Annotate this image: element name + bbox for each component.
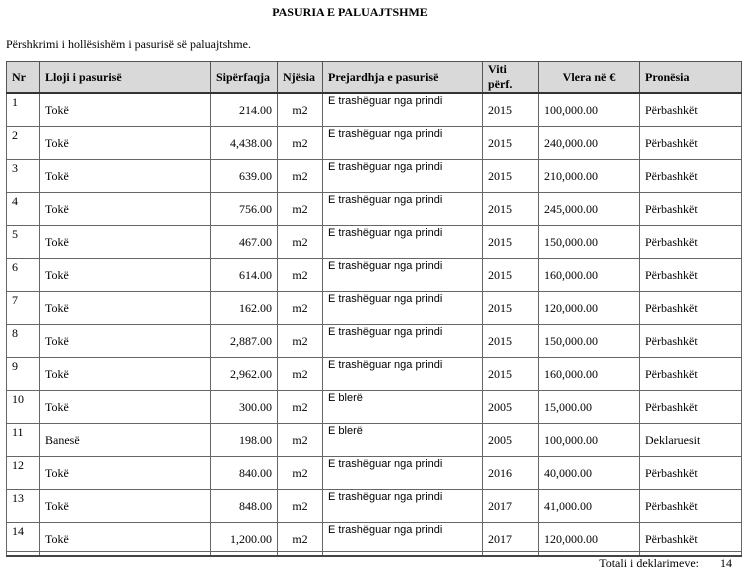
table-row [7,424,742,457]
cell-nr [7,259,40,292]
cell-area [211,424,278,457]
cell-year [483,457,539,490]
cell-year-text: 2015 [488,301,512,315]
cell-type [40,457,211,490]
cell-area-text: 840.00 [239,466,272,480]
column-header-unit: Njësia [278,62,323,94]
cell-area-text: 2,887.00 [230,334,272,348]
cell-origin [323,457,483,490]
cell-year [483,259,539,292]
cell-year-text: 2015 [488,235,512,249]
column-header-type: Lloji i pasurisë [40,62,211,94]
cell-year [483,193,539,226]
cell-origin [323,292,483,325]
cell-unit [278,127,323,160]
column-header-nr: Nr [7,62,40,94]
cell-area-text: 2,962.00 [230,367,272,381]
cell-unit [278,457,323,490]
cell-unit-text: m2 [292,499,308,513]
cell-ownership-text: Përbashkët [645,400,698,414]
cell-year [483,160,539,193]
cell-ownership-text: Përbashkët [645,103,698,117]
cell-year [483,391,539,424]
cell-area-text: 614.00 [239,268,272,282]
cell-origin [323,160,483,193]
cell-value [539,193,640,226]
cell-nr [7,424,40,457]
cell-year [483,424,539,457]
cell-origin-text: E trashëguar nga prindi [328,194,443,206]
cell-area [211,391,278,424]
cell-type-text: Tokë [45,202,69,216]
cell-origin [323,93,483,127]
cell-year-text: 2015 [488,169,512,183]
cell-ownership [640,193,742,226]
cell-value [539,457,640,490]
cell-nr [7,325,40,358]
cell-value [539,391,640,424]
cell-year-text: 2017 [488,532,512,546]
table-row [7,93,742,127]
cell-origin-text: E trashëguar nga prindi [328,128,443,140]
cell-type [40,424,211,457]
table-row [7,259,742,292]
cell-unit-text: m2 [292,334,308,348]
cell-value [539,292,640,325]
cell-unit-text: m2 [292,433,308,447]
cell-ownership [640,259,742,292]
cell-unit [278,424,323,457]
cell-origin-text: E blerë [328,392,363,404]
cell-ownership-text: Përbashkët [645,367,698,381]
cell-ownership-text: Përbashkët [645,532,698,546]
cell-type [40,391,211,424]
cell-year [483,490,539,523]
column-header-origin: Prejardhja e pasurisë [323,62,483,94]
cell-ownership-text: Përbashkët [645,235,698,249]
cell-type-text: Tokë [45,466,69,480]
cell-year [483,127,539,160]
cell-year-text: 2005 [488,400,512,414]
cell-ownership-text: Deklaruesit [645,433,701,447]
column-header-area: Sipërfaqja [211,62,278,94]
cell-value [539,127,640,160]
cell-area-text: 162.00 [239,301,272,315]
cell-nr-text: 9 [12,359,18,373]
cell-ownership [640,93,742,127]
cell-value-text: 15,000.00 [544,400,592,414]
cell-ownership-text: Përbashkët [645,136,698,150]
cell-origin [323,490,483,523]
cell-ownership-text: Përbashkët [645,499,698,513]
cell-type-text: Tokë [45,136,69,150]
cell-type-text: Tokë [45,400,69,414]
cell-year-text: 2015 [488,103,512,117]
cell-area-text: 214.00 [239,103,272,117]
cell-unit [278,93,323,127]
table-row [7,391,742,424]
cell-year [483,358,539,391]
cell-year-text: 2005 [488,433,512,447]
cell-ownership [640,424,742,457]
cell-nr-text: 11 [12,425,24,439]
table-row [7,193,742,226]
cell-unit [278,226,323,259]
cell-unit-text: m2 [292,532,308,546]
cell-nr-text: 13 [12,491,24,505]
cell-area [211,193,278,226]
cell-type-text: Banesë [45,433,80,447]
cell-unit-text: m2 [292,235,308,249]
cell-value-text: 41,000.00 [544,499,592,513]
cell-value-text: 100,000.00 [544,103,598,117]
total-label: Totali i deklarimeve: [599,556,699,570]
cell-type [40,292,211,325]
cell-value [539,490,640,523]
total-count: 14 [720,556,732,570]
cell-area [211,127,278,160]
table-row [7,292,742,325]
cell-area-text: 756.00 [239,202,272,216]
cell-origin-text: E trashëguar nga prindi [328,491,443,503]
cell-unit [278,490,323,523]
cell-origin-text: E trashëguar nga prindi [328,524,443,536]
cell-value [539,259,640,292]
cell-unit-text: m2 [292,103,308,117]
cell-value [539,160,640,193]
cell-unit-text: m2 [292,301,308,315]
cell-nr-text: 2 [12,128,18,142]
cell-year-text: 2015 [488,268,512,282]
cell-type-text: Tokë [45,301,69,315]
cell-value-text: 150,000.00 [544,235,598,249]
assets-table [6,61,742,557]
cell-unit [278,292,323,325]
cell-unit-text: m2 [292,367,308,381]
cell-origin-text: E trashëguar nga prindi [328,260,443,272]
cell-nr-text: 12 [12,458,24,472]
cell-ownership [640,325,742,358]
column-header-year: Viti përf. [483,62,539,94]
document-description: Përshkrimi i hollësishëm i pasurisë së paluajtshme. [6,37,251,51]
cell-area [211,292,278,325]
cell-area [211,93,278,127]
cell-ownership-text: Përbashkët [645,268,698,282]
cell-year-text: 2016 [488,466,512,480]
cell-origin [323,358,483,391]
cell-nr-text: 7 [12,293,18,307]
cell-origin-text: E trashëguar nga prindi [328,95,443,107]
table-row [7,160,742,193]
cell-type-text: Tokë [45,235,69,249]
cell-nr [7,127,40,160]
cell-type-text: Tokë [45,103,69,117]
cell-area [211,226,278,259]
cell-unit [278,391,323,424]
table-row [7,457,742,490]
cell-type-text: Tokë [45,367,69,381]
cell-year-text: 2017 [488,499,512,513]
cell-nr-text: 4 [12,194,18,208]
cell-type [40,226,211,259]
cell-year [483,226,539,259]
cell-value-text: 240,000.00 [544,136,598,150]
cell-year-text: 2015 [488,334,512,348]
cell-nr [7,457,40,490]
table-row [7,490,742,523]
cell-year [483,93,539,127]
cell-origin [323,391,483,424]
cell-origin-text: E trashëguar nga prindi [328,326,443,338]
cell-ownership [640,292,742,325]
cell-value [539,358,640,391]
cell-origin-text: E blerë [328,425,363,437]
cell-unit [278,160,323,193]
cell-area [211,160,278,193]
cell-nr-text: 10 [12,392,24,406]
cell-value [539,424,640,457]
cell-origin-text: E trashëguar nga prindi [328,458,443,470]
cell-type [40,193,211,226]
cell-value [539,325,640,358]
cell-nr-text: 1 [12,95,18,109]
cell-type-text: Tokë [45,334,69,348]
table-header-row [7,62,742,94]
cell-nr [7,93,40,127]
cell-ownership [640,160,742,193]
cell-type [40,160,211,193]
cell-type [40,93,211,127]
cell-year-text: 2015 [488,202,512,216]
cell-type [40,127,211,160]
cell-unit [278,193,323,226]
cell-value [539,93,640,127]
cell-origin [323,127,483,160]
table-row [7,127,742,160]
cell-ownership [640,226,742,259]
cell-origin-text: E trashëguar nga prindi [328,359,443,371]
cell-nr [7,193,40,226]
cell-year [483,325,539,358]
cell-ownership-text: Përbashkët [645,466,698,480]
cell-value-text: 40,000.00 [544,466,592,480]
cell-year-text: 2015 [488,367,512,381]
cell-ownership [640,457,742,490]
cell-value-text: 245,000.00 [544,202,598,216]
cell-type-text: Tokë [45,499,69,513]
cell-unit-text: m2 [292,202,308,216]
cell-value-text: 120,000.00 [544,301,598,315]
cell-nr [7,292,40,325]
cell-area-text: 300.00 [239,400,272,414]
cell-nr-text: 5 [12,227,18,241]
cell-value-text: 160,000.00 [544,268,598,282]
cell-nr-text: 6 [12,260,18,274]
cell-origin [323,259,483,292]
cell-nr [7,226,40,259]
cell-year [483,292,539,325]
cell-type-text: Tokë [45,532,69,546]
cell-value-text: 150,000.00 [544,334,598,348]
cell-unit [278,259,323,292]
cell-type [40,490,211,523]
cell-origin [323,226,483,259]
table-row [7,325,742,358]
cell-nr [7,160,40,193]
cell-ownership-text: Përbashkët [645,202,698,216]
cell-area-text: 1,200.00 [230,532,272,546]
cell-unit-text: m2 [292,400,308,414]
cell-unit-text: m2 [292,136,308,150]
column-header-value: Vlera në € [539,62,640,94]
cell-nr [7,391,40,424]
cell-type [40,259,211,292]
cell-area [211,259,278,292]
cell-value-text: 120,000.00 [544,532,598,546]
cell-area-text: 198.00 [239,433,272,447]
cell-area [211,325,278,358]
cell-ownership [640,391,742,424]
table-row [7,358,742,391]
cell-unit-text: m2 [292,466,308,480]
cell-type [40,325,211,358]
cell-unit [278,358,323,391]
cell-ownership [640,358,742,391]
table-row [7,226,742,259]
cell-nr-text: 3 [12,161,18,175]
cell-ownership [640,127,742,160]
cell-area [211,358,278,391]
cell-area [211,457,278,490]
cell-value-text: 100,000.00 [544,433,598,447]
cell-unit [278,325,323,358]
cell-origin-text: E trashëguar nga prindi [328,293,443,305]
cell-unit-text: m2 [292,169,308,183]
cell-ownership [640,490,742,523]
cell-year-text: 2015 [488,136,512,150]
cell-unit-text: m2 [292,268,308,282]
cell-nr [7,358,40,391]
cell-area-text: 467.00 [239,235,272,249]
cell-origin [323,424,483,457]
cell-value-text: 210,000.00 [544,169,598,183]
cell-area-text: 639.00 [239,169,272,183]
cell-ownership-text: Përbashkët [645,169,698,183]
cell-value [539,226,640,259]
total-declarations [599,556,732,571]
cell-type [40,358,211,391]
cell-nr-text: 8 [12,326,18,340]
cell-ownership-text: Përbashkët [645,301,698,315]
cell-area-text: 848.00 [239,499,272,513]
cell-type-text: Tokë [45,268,69,282]
bottom-rule [6,551,741,552]
cell-area-text: 4,438.00 [230,136,272,150]
document-title: PASURIA E PALUAJTSHME [272,5,428,19]
cell-ownership-text: Përbashkët [645,334,698,348]
cell-nr [7,490,40,523]
cell-value-text: 160,000.00 [544,367,598,381]
cell-origin [323,193,483,226]
cell-nr-text: 14 [12,524,24,538]
cell-origin-text: E trashëguar nga prindi [328,227,443,239]
cell-origin-text: E trashëguar nga prindi [328,161,443,173]
column-header-ownership: Pronësia [640,62,742,94]
cell-type-text: Tokë [45,169,69,183]
cell-area [211,490,278,523]
cell-origin [323,325,483,358]
